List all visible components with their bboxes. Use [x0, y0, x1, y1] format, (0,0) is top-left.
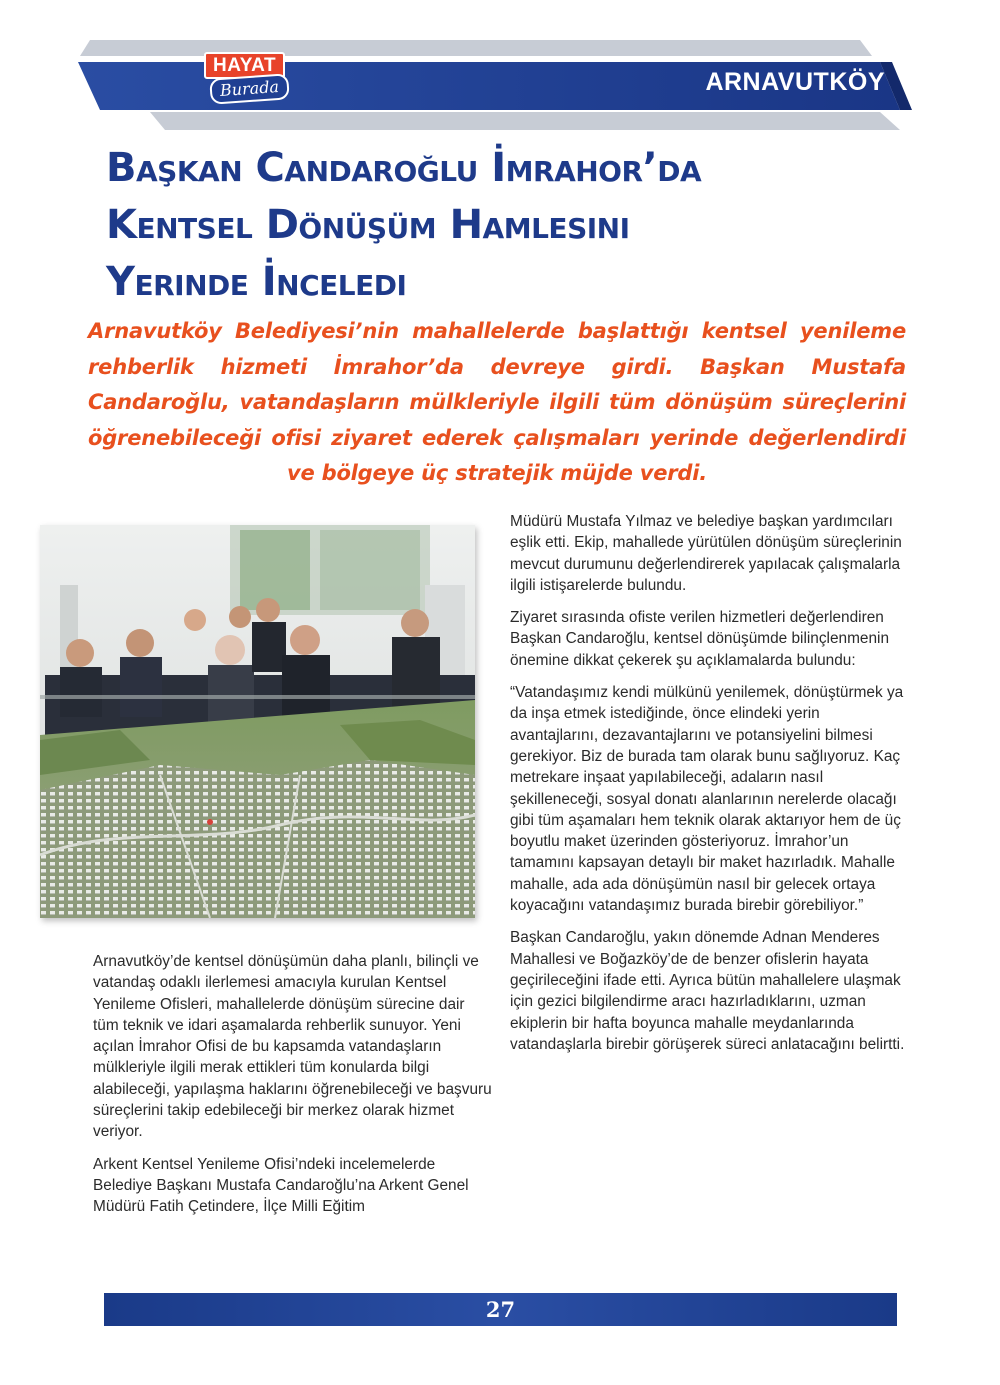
page-footer [104, 1293, 897, 1326]
left-column [93, 951, 493, 1229]
body-paragraph: Arnavutköy’de kentsel dönüşümün daha planlı, bilinçli ve vatandaş odaklı ilerlemesi amacıyla kurulan Kentsel Yenileme Ofisleri, mahallelerde dönüşüm sürecine dair tüm teknik ve idari aşamalarda rehberlik sunuyor. Yeni açılan İmrahor Ofisi de bu kapsamda vatandaşların mülkleriyle ilgili merak ettikleri tüm konularda bilgi alabileceği, yapılaşma haklarını öğrenebileceği ve başvuru süreçlerini takip edebileceği bir merkez olarak hizmet veriyor. [93, 953, 492, 1141]
section-title: ARNAVUTKÖY [705, 68, 885, 96]
city-model [40, 700, 475, 918]
page-number: 27 [485, 1297, 516, 1322]
article-headline [106, 140, 886, 311]
headline-line: Kentsel Dönüşüm Hamlesini [106, 202, 630, 248]
logo-hayat: HAYAT [204, 52, 285, 79]
body-paragraph: Ziyaret sırasında ofiste verilen hizmetleri değerlendiren Başkan Candaroğlu, kentsel dönüşümde bilinçlenmenin önemine dikkat çekerek şu açıklamalarda bulundu: [510, 609, 890, 669]
right-column [510, 511, 910, 1066]
quote-paragraph: “Vatandaşımız kendi mülkünü yenilemek, dönüştürmek ya da inşa etmek istediğinde, önce elindeki yerin avantajlarını, dezavantajlarını ve potansiyelini bilmesi gerekiyor. Biz de burada tam olarak bunu sağlıyoruz. Kaç metrekare inşaat yapılabileceği, adaların nasıl şekilleneceği, sosyal donatı alanlarının nerelerde olacağı gibi tüm aşamaları hem teknik olarak aktarıyor hem de üç boyutlu maket üzerinden gösteriyoruz. İmrahor’un tamamını kapsayan detaylı bir maket hazırladık. Mahalle mahalle, ada ada dönüşümün nasıl bir gelecek ortaya koyacağını vatandaşımız burada birebir görebiliyor.” [510, 684, 904, 915]
article-photo [40, 525, 475, 918]
headline-line: Başkan Candaroğlu İmrahor’da [106, 145, 702, 191]
photo-illustration [40, 525, 475, 918]
page-header [0, 0, 1000, 140]
article-lead: Arnavutköy Belediyesi’nin mahallelerde başlattığı kentsel yenileme rehberlik hizmeti İmrahor’da devreye girdi. Başkan Mustafa Candaroğlu, vatandaşların mülkleriyle ilgili tüm dönüşüm süreçlerini öğrenebileceği ofisi ziyaret ederek çalışmaları yerinde değerlendirdi ve bölgeye üç stratejik müjde verdi. [88, 319, 906, 485]
body-paragraph: Arkent Kentsel Yenileme Ofisi’ndeki incelemelerde Belediye Başkanı Mustafa Candaroğlu’na Arkent Genel Müdürü Fatih Çetindere, İlçe Milli Eğitim [93, 1155, 469, 1216]
body-paragraph: Müdürü Mustafa Yılmaz ve belediye başkan yardımcıları eşlik etti. Ekip, mahallede yürütülen dönüşüm süreçlerinin mevcut durumunu değerlendirerek yapılacak çalışmalarla ilgili istişarelerde bulundu. [510, 513, 902, 594]
header-stripe-bottom [150, 112, 900, 130]
logo-burada: Burada [209, 73, 290, 104]
body-paragraph: Başkan Candaroğlu, yakın dönemde Adnan Menderes Mahallesi ve Boğazköy’de de benzer ofislerin hayata geçirileceğini ifade etti. Ayrıca bütün mahallelere ulaşmak için gezici bilgilendirme aracı hazırladıklarını, uzman ekiplerin bir hafta boyunca mahalle meydanlarında vatandaşlarla birebir görüşerek süreci anlatacağını belirtti. [510, 929, 905, 1053]
headline-line: Yerinde İnceledi [106, 259, 407, 305]
header-stripe-top [80, 40, 872, 56]
